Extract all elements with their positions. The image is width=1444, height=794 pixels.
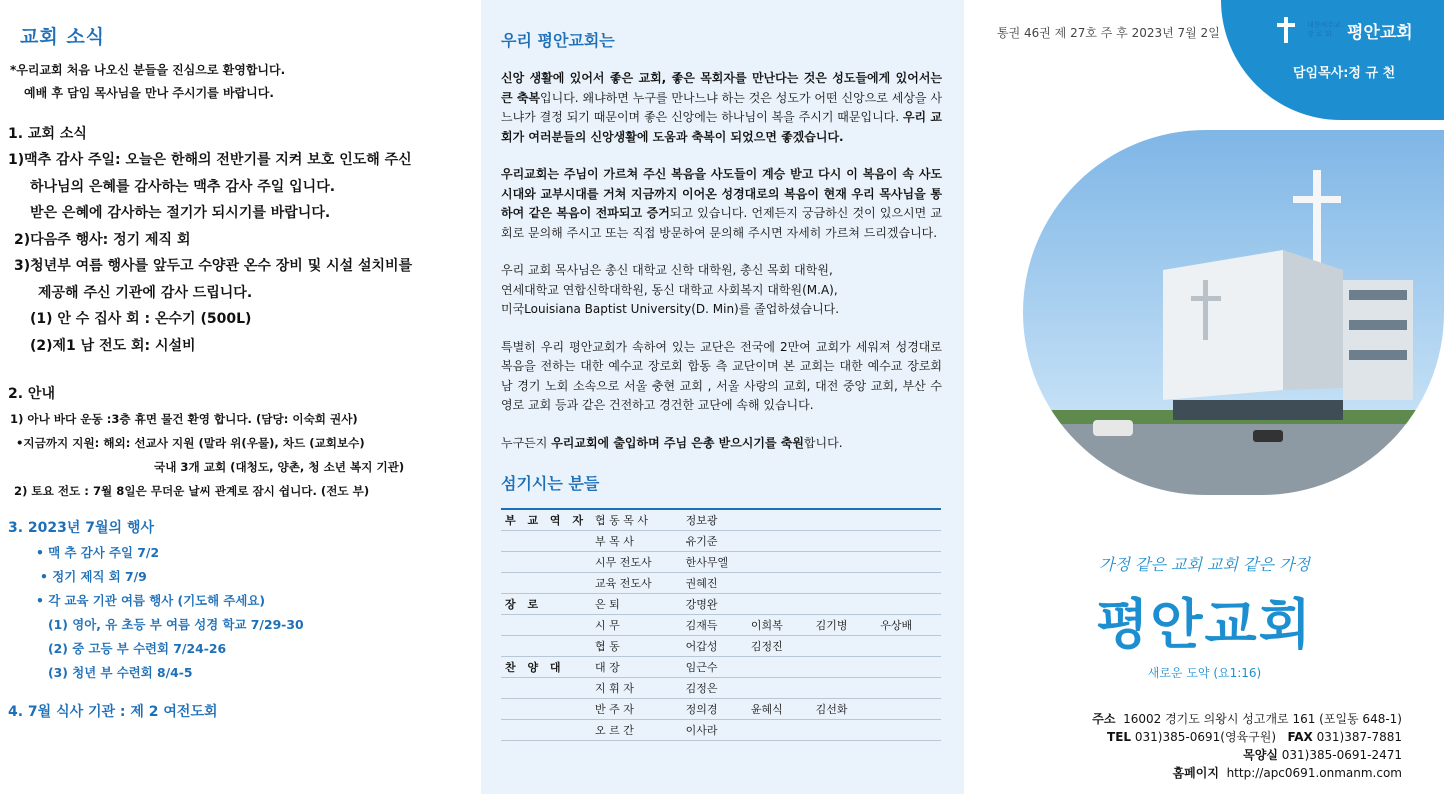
- news-line: 2)다음주 행사: 정기 제직 회: [14, 231, 191, 248]
- server-row: [501, 614, 941, 635]
- church-news-panel: [0, 0, 480, 794]
- server-role: 대 장: [595, 660, 620, 674]
- server-role: 오 르 간: [595, 723, 634, 737]
- news-line: (1) 안 수 집사 회 : 온수기 (500L): [30, 311, 252, 327]
- study-label: 목양실: [1243, 748, 1278, 762]
- server-name: [747, 509, 812, 530]
- server-row: [501, 698, 941, 719]
- bold-text: 우리 교회가 여러분들의 신앙생활에 도움과 축복이 되었으면 좋겠습니다.: [501, 110, 942, 144]
- server-name: [812, 572, 877, 593]
- server-group: [501, 635, 591, 656]
- server-row: [501, 677, 941, 698]
- issue-info: 통권 46권 제 27호 주 후 2023년 7월 2일: [997, 26, 1220, 40]
- welcome-line: 예배 후 담임 목사님을 만나 주시기를 바랍니다.: [24, 86, 274, 100]
- church-news-title: 교회 소식: [20, 26, 106, 48]
- server-group: [501, 614, 591, 635]
- body-text: 합니다.: [803, 435, 843, 450]
- server-name: [812, 509, 877, 530]
- server-name: [812, 719, 877, 740]
- bold-text: 우리교회에 출입하며 주님 은총 받으시기를 축원: [551, 435, 804, 450]
- section-meal-heading: 4. 7월 식사 기관 : 제 2 여전도회: [8, 704, 218, 720]
- server-row: [501, 551, 941, 572]
- server-name: [876, 509, 941, 530]
- homepage-link[interactable]: http://apc0691.onmanm.com: [1226, 766, 1402, 780]
- welcome-message: [10, 59, 472, 105]
- server-name: [747, 551, 812, 572]
- server-name: 정의경: [685, 702, 718, 716]
- news-line: 받은 은혜에 감사하는 절기가 되시기를 바랍니다.: [30, 205, 331, 221]
- server-name: [812, 551, 877, 572]
- server-name: 윤혜식: [750, 702, 783, 716]
- event-line: (2) 중 고등 부 수련회 7/24-26: [48, 641, 227, 656]
- about-church-panel: [481, 0, 964, 794]
- server-group: [501, 530, 591, 551]
- event-line: • 맥 추 감사 주일 7/2: [36, 545, 160, 560]
- notice-line: 1) 아나 바다 운동 :3층 휴면 물건 환영 합니다. (담당: 이숙희 권사): [10, 412, 358, 426]
- education-line: 연세대학교 연합신학대학원, 동신 대학교 사회복지 대학원(M.A),: [501, 282, 838, 297]
- fax-value: 031)387-7881: [1316, 730, 1402, 744]
- event-line: (1) 영아, 유 초등 부 여름 성경 학교 7/29-30: [48, 617, 304, 632]
- tel-label: TEL: [1107, 730, 1132, 744]
- welcome-line: *우리교회 처음 나오신 분들을 진심으로 환영합니다.: [10, 63, 286, 77]
- server-name: [747, 719, 812, 740]
- address-line: [1092, 710, 1402, 728]
- contact-info: [1092, 710, 1402, 782]
- server-name: [876, 656, 941, 677]
- homepage-label: 홈페이지: [1172, 766, 1219, 780]
- education-line: 미국Louisiana Baptist University(D. Min)를 졸업하셨습니다.: [501, 302, 840, 316]
- church-building-image: [1023, 130, 1444, 495]
- server-name: 김기병: [815, 618, 848, 632]
- church-logo: [1271, 12, 1413, 48]
- server-name: 김재득: [685, 618, 718, 632]
- server-name: [876, 551, 941, 572]
- church-name-title: 평안교회: [1096, 593, 1313, 656]
- server-name: 이사라: [685, 723, 718, 737]
- server-name: 임근수: [685, 660, 718, 674]
- server-role: 반 주 자: [595, 702, 634, 716]
- news-line: 1)맥추 감사 주일: 오늘은 한해의 전반기를 지켜 보호 인도해 주신: [8, 152, 412, 168]
- news-line: 제공해 주신 기관에 감사 드립니다.: [38, 284, 253, 301]
- server-group: 부 교 역 자: [505, 513, 587, 527]
- server-name: [876, 698, 941, 719]
- server-role: 협 동: [595, 639, 620, 653]
- server-name: [876, 677, 941, 698]
- server-name: [747, 530, 812, 551]
- section-church-news-heading: 1. 교회 소식: [8, 126, 87, 142]
- news-line: 3)청년부 여름 행사를 앞두고 수양관 온수 장비 및 시설 설치비를: [14, 258, 413, 274]
- server-group: [501, 677, 591, 698]
- server-role: 은 퇴: [595, 597, 620, 611]
- tel-value: 031)385-0691(영육구원): [1134, 730, 1276, 744]
- slogan: 가정 같은 교회 교회 같은 가정: [1099, 555, 1310, 574]
- blessing-paragraph: [501, 434, 942, 454]
- server-role: 지 휘 자: [595, 681, 634, 695]
- senior-pastor: 담임목사:정 규 천: [1293, 66, 1396, 81]
- server-name: [812, 593, 877, 614]
- server-name: 김정은: [685, 681, 718, 695]
- logo-church-name: 평안교회: [1347, 22, 1413, 43]
- server-row: [501, 593, 941, 614]
- server-name: 이희복: [750, 618, 783, 632]
- server-name: 정보광: [685, 513, 718, 527]
- server-role: 시 무: [595, 618, 620, 632]
- server-row: [501, 530, 941, 551]
- server-name: [876, 635, 941, 656]
- server-name: [876, 530, 941, 551]
- event-line: (3) 청년 부 수련회 8/4-5: [48, 665, 193, 680]
- address-label: 주소: [1092, 712, 1116, 726]
- server-group: [501, 719, 591, 740]
- phone-line: [1092, 728, 1402, 746]
- theme-verse: 새로운 도약 (요1:16): [1147, 666, 1262, 680]
- server-name: [747, 572, 812, 593]
- server-row: [501, 719, 941, 740]
- server-row: [501, 509, 941, 530]
- server-name: [812, 635, 877, 656]
- server-group: [501, 572, 591, 593]
- servers-table: [501, 508, 941, 741]
- section-july-events-heading: 3. 2023년 7월의 행사: [8, 520, 155, 536]
- server-row: [501, 572, 941, 593]
- body-text: 되고 있습니다. 언제든지 궁금하신 것이 있으시면 교회로 문의해 주시고 또는 직접 방문하여 문의해 주시면 자세히 가르쳐 드리겠습니다.: [501, 206, 942, 240]
- server-group: 찬 양 대: [505, 660, 565, 674]
- body-text: 누구든지: [501, 435, 552, 450]
- fax-label: FAX: [1287, 730, 1313, 744]
- body-text: 입니다. 왜냐하면 누구를 만나느냐 하는 것은 성도가 어떤 신앙으로 세상을 사느냐가 결정 되기 때문이며 좋은 신앙에는 하나님이 복을 주시기 때문입니다.: [501, 90, 942, 124]
- bold-text: 신앙 생활에 있어서 좋은 교회, 좋은 목회자를 만난다는 것은 성도들에게 있어서는 큰 축복: [501, 71, 942, 105]
- cover-panel: [965, 0, 1444, 794]
- section-notice-heading: 2. 안내: [8, 386, 55, 402]
- notice-line: •지금까지 지원: 해외: 선교사 지원 (말라 위(우물), 차드 (교회보수): [16, 436, 365, 450]
- denomination-paragraph: 특별히 우리 평안교회가 속하여 있는 교단은 전국에 2만여 교회가 세워져 성경대로 복음을 전하는 대한 예수교 장로회 합동 측 교단이며 본 교회는 대한 예수교 장로회 남 경기 노회 소속으로 서울 충현 교회 , 서울 사랑의 교회, 대전 중앙 교회, 부산 수 영로 교회 등과 같은 건전하고 경건한 교단에 속해 있습니다.: [501, 339, 942, 412]
- server-name: [747, 593, 812, 614]
- server-name: 유기준: [685, 534, 718, 548]
- server-row: [501, 656, 941, 677]
- server-name: 한사무엘: [685, 555, 729, 569]
- server-name: 김정진: [750, 639, 783, 653]
- servers-title: 섬기시는 분들: [501, 474, 600, 493]
- server-name: [812, 677, 877, 698]
- event-line: • 각 교육 기관 여름 행사 (기도해 주세요): [36, 593, 265, 608]
- church-building-illustration: [1023, 130, 1444, 495]
- server-name: 강명완: [685, 597, 718, 611]
- about-paragraph: [501, 165, 942, 243]
- server-row: [501, 635, 941, 656]
- server-group: [501, 551, 591, 572]
- about-paragraph: [501, 69, 942, 147]
- news-line: 하나님의 은혜를 감사하는 맥추 감사 주일 입니다.: [30, 178, 336, 195]
- server-name: [876, 593, 941, 614]
- server-role: 교육 전도사: [595, 576, 652, 590]
- about-church-title: 우리 평안교회는: [501, 31, 615, 50]
- server-name: 우상배: [880, 618, 913, 632]
- address-value: 16002 경기도 의왕시 성고개로 161 (포일동 648-1): [1123, 712, 1402, 726]
- server-role: 협 동 목 사: [595, 513, 648, 527]
- homepage-line: [1092, 764, 1402, 782]
- study-line: [1092, 746, 1402, 764]
- server-name: [876, 719, 941, 740]
- pastor-education-paragraph: [501, 261, 942, 320]
- notice-line: 국내 3개 교회 (대청도, 양촌, 청 소년 복지 기관): [154, 460, 405, 474]
- cross-logo-icon: [1271, 12, 1301, 48]
- server-name: [812, 656, 877, 677]
- study-value: 031)385-0691-2471: [1281, 748, 1402, 762]
- server-role: 시무 전도사: [595, 555, 652, 569]
- denomination-label: 대한예수교 장 로 회: [1307, 21, 1341, 38]
- server-name: 권혜진: [685, 576, 718, 590]
- server-name: [876, 572, 941, 593]
- bold-text: 우리교회는 주님이 가르쳐 주신 복음을 사도들이 계승 받고 다시 이 복음이 속 사도시대와 교부시대를 거쳐 지금까지 이어온 성경대로의 복음이 현재 우리 목사님을 통하여 같은 복음이 전파되고 증거: [501, 167, 942, 220]
- server-group: 장 로: [505, 597, 543, 611]
- server-name: [747, 677, 812, 698]
- server-name: [747, 656, 812, 677]
- server-role: 부 목 사: [595, 534, 634, 548]
- server-name: 어갑성: [685, 639, 718, 653]
- server-name: 김선화: [815, 702, 848, 716]
- server-group: [501, 698, 591, 719]
- event-line: • 정기 제직 회 7/9: [40, 569, 147, 584]
- news-line: (2)제1 남 전도 회: 시설비: [30, 337, 196, 354]
- education-line: 우리 교회 목사님은 총신 대학교 신학 대학원, 총신 목회 대학원,: [501, 263, 833, 277]
- notice-line: 2) 토요 전도 : 7월 8일은 무더운 날씨 관계로 잠시 쉽니다. (전도 부): [14, 484, 370, 498]
- server-name: [812, 530, 877, 551]
